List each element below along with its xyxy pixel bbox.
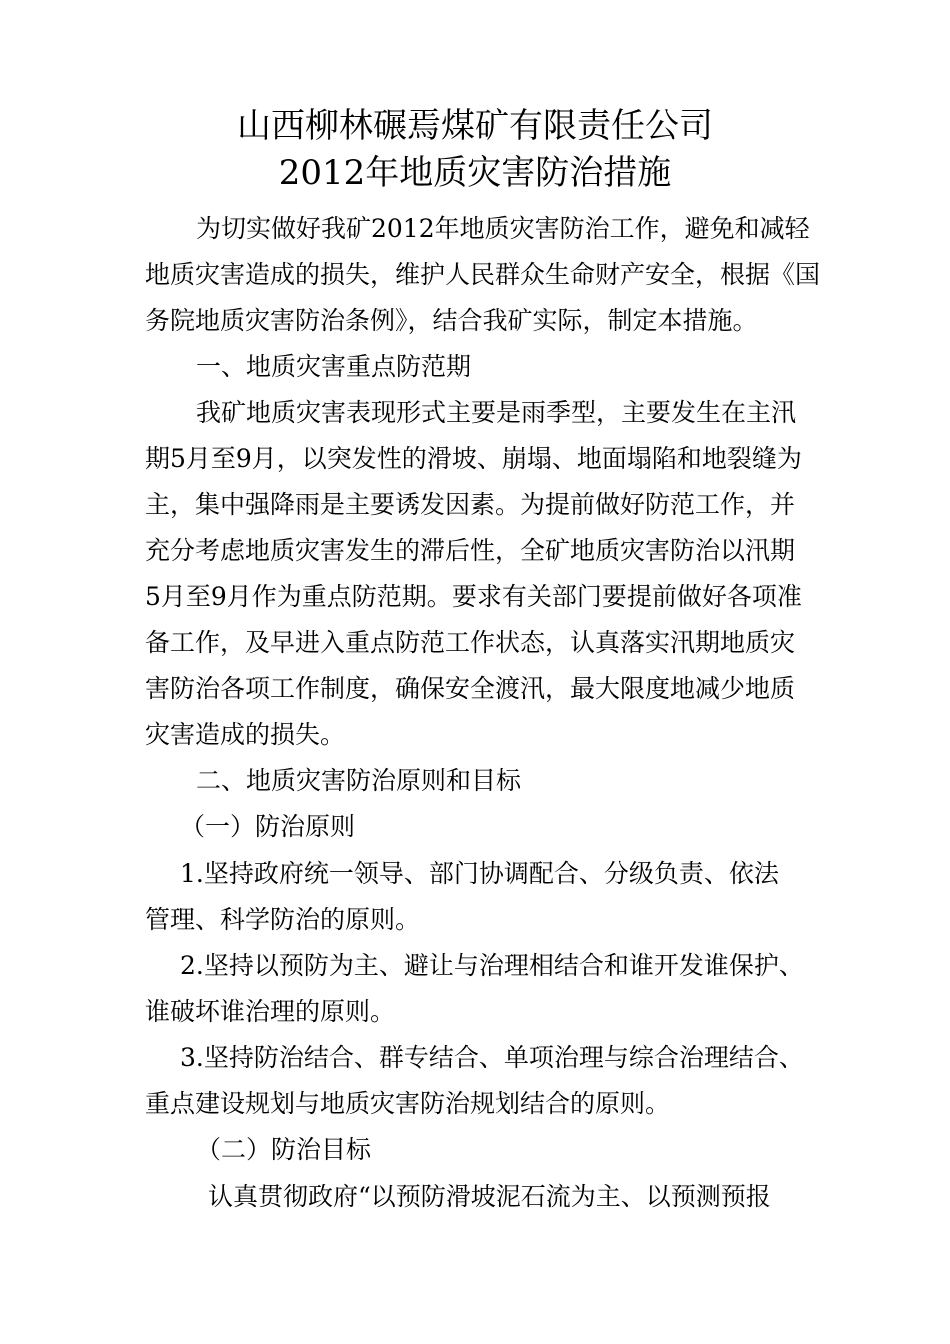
paragraph-line: 为切实做好我矿2012年地质灾害防治工作，避免和减轻 [196,214,810,243]
subsection-heading: （二）防治目标 [196,1135,372,1164]
paragraph-line: 地质灾害造成的损失，维护人民群众生命财产安全，根据《国 [145,260,821,289]
list-item-line: 3.坚持防治结合、群专结合、单项治理与综合治理结合、 [180,1043,804,1072]
list-item-line: 2.坚持以预防为主、避让与治理相结合和谁开发谁保护、 [180,951,804,980]
list-item-line: 1.坚持政府统一领导、部门协调配合、分级负责、依法 [180,859,779,888]
list-item-line: 谁破坏谁治理的原则。 [145,997,396,1026]
paragraph-line: 备工作，及早进入重点防范工作状态，认真落实汛期地质灾 [145,628,796,657]
section-heading: 一、地质灾害重点防范期 [196,352,472,381]
paragraph-line: 我矿地质灾害表现形式主要是雨季型，主要发生在主汛 [196,398,797,427]
paragraph-line: 灾害造成的损失。 [145,720,346,749]
paragraph-line: 期5月至9月，以突发性的滑坡、崩塌、地面塌陷和地裂缝为 [145,444,802,473]
document-title-line-2: 2012年地质灾害防治措施 [278,153,672,193]
paragraph-line: 务院地质灾害防治条例》，结合我矿实际，制定本措施。 [145,306,758,335]
document-title-line-1: 山西柳林碾焉煤矿有限责任公司 [237,106,713,146]
paragraph-line: 害防治各项工作制度，确保安全渡汛，最大限度地减少地质 [145,674,796,703]
paragraph-line: 认真贯彻政府“以预防滑坡泥石流为主、以预测预报 [208,1182,771,1211]
paragraph-line: 主，集中强降雨是主要诱发因素。为提前做好防范工作，并 [145,490,796,519]
paragraph-line: 充分考虑地质灾害发生的滞后性，全矿地质灾害防治以汛期 [145,536,796,565]
list-item-line: 管理、科学防治的原则。 [145,905,421,934]
section-heading: 二、地质灾害防治原则和目标 [196,766,522,795]
list-item-line: 重点建设规划与地质灾害防治规划结合的原则。 [145,1089,671,1118]
subsection-heading: （一）防治原则 [180,812,356,841]
paragraph-line: 5月至9月作为重点防范期。要求有关部门要提前做好各项准 [145,582,802,611]
